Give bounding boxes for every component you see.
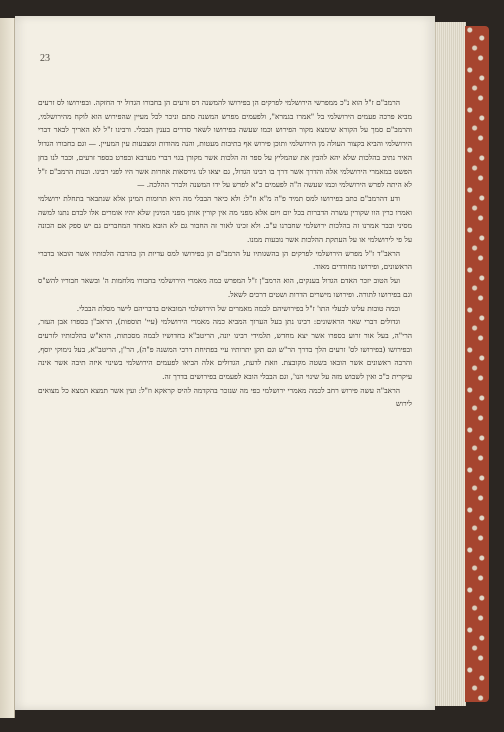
paragraph-raavad: הראב"ד ז"ל מפרש הירושלמי לפרקים הן בהשגותיו על הרמב"ם הן בפירושו למס עדיות הן בהרבה הלכותיו אשר הובאו בדברי הראשונים, ופירושו מחודדים מאוד.	[38, 248, 412, 272]
book-cover	[465, 26, 489, 702]
page-text	[38, 96, 412, 411]
paragraph-ramban: ועל הטוב יזכר האדם הגדול בענקים, הוא הרמב"ן ז"ל המפרש כמה מאמרי הירושלמי בחבורו מלחמות ה' ובשאר חבוריו להש"ס וגם בפירושו לתורה. ופירושו מישרים הדרות ושטים דרכים לשאל.	[38, 276, 412, 299]
paragraph-raavyah: הראב"ה עשה פירוש רחב לכמה מאמרי ירושלמי כפי מה שנזכר בהקדמה להיס קראקא וז"ל: ועין אשר תמצא המצא כל מצואים לירוש	[38, 385, 412, 409]
paragraph-rishonim: וגדולים דברי שאר הראשונים: רבינו נתן בעל הערוך המביא כמה מאמרי הירושלמי (עיי' תוספות), הראב"ן בספרו אבן העזר, הרי"ה, בעל אור זרוע בספרו אשר יצא מחדש, תלמידי רבינו יונה, הריטב"א בחדושיו לבמה מסכתות, הרא"ש בהלכותיו לזרעים ובפירושו (בפירושו לס' זרעים הלך בדרך הר"ש וגם תקן יתרותיו עיי בפתיחת דרכי המשנה פ"ה), הר"ן, הריטב"א, בעל נימוקי יוסף, והרבה ראשונים אשר הובאו בשטה מקובצת. וזאת לדעת, הגדולים אלה הביאו לפעמים הירושלמי בשינוי איזה תיבה אשר אינה עיקרית כ"כ ואין לשבוש מזה על שינוי הנו', וגם הבבלי הובא לפעמים בפירושים בדרך זה.	[38, 317, 412, 382]
page-fore-edge	[435, 22, 466, 706]
previous-page-edge	[0, 18, 15, 718]
paragraph-rambam: הרמב"ם ז"ל הוא נ"כ ממפרשי הירושלמי לפרקים הן בפירושו להמשנה דס זרעים הן בחבורו הגדול יד החזקה. ובפירושו לס זרעים מביא פרכה פעמים הירושלמי בל "אמרו בגמרא", ולפעמים מפרש המשנה סתם וניכר לכל מעיין שהפירוש הוא לוקח מהירושלמי, והרמב"ם סמך על הקורא שימצא מקור הפירוש וכמו שעשה בפירושו לשאר סדרים בענין הבבלי. ורבינו ז"ל לא האריך לבאר דברי הירושלמי והביא בקצור העולה מן הירושלמי ותוכן פירוש אף בתיבות מעטות, והנה מהודות ומצבעות עין המעיין. — וגם בחבורו הגדול האיר נתיב בהלכות שלא יהא להבין את שהמליץ על ספר זה הלכות אשר מקורן בגוי דברי מערבא ובפרט בספר זרעים, וכבר לנו בחן הפשט במאמרי הירושלמי אלה והדרך אשר דרך בו רבינו הגדול, גם יצאו לנו גירסאות אחרות אשר היו לפני רבינו. ובנות הרמב"ם ז"ל לא היתה לפרש הירושלמי וכמו שעשה ה"ה לפעמים כ"א לפרש על ידו המשנה ולברר ההלכה. —	[38, 98, 412, 190]
paragraph-tamid: ודע דהרמב"ם כתב בפירושו למס תמיד פ"ה מ"א וז"ל: ולא כיאר הבבלי מה היא תרומות המינן אלא שנתבאר בתחלת ירושלמי ואמרו כרין הוו שקורין עשרה הדברות בכל יום ויום אלא מפני מה אין קורין אותן מפני המינין שלא יהיו אומרים אלו לבדם נתנו למשה מסיני ובבר אמרנו זה בהלכות ירושלמי שחברנו ע"כ. ולא זכינו לאור זה החבור גם לא הובא מאחד המחברים גם יש ספק אם הכונה על פי לירושלמי או על העתקת ההלכות אשר נובעות ממנו.	[38, 193, 412, 245]
paragraph-tosafot: וכמה טובות עלינו לבעלי התו' ז"ל בפירושיהם לכמה מאמרים של הירושלמי המובאים בדבריהם לישר מסלת הבבלי.	[76, 303, 400, 313]
page-number: 23	[40, 53, 50, 64]
